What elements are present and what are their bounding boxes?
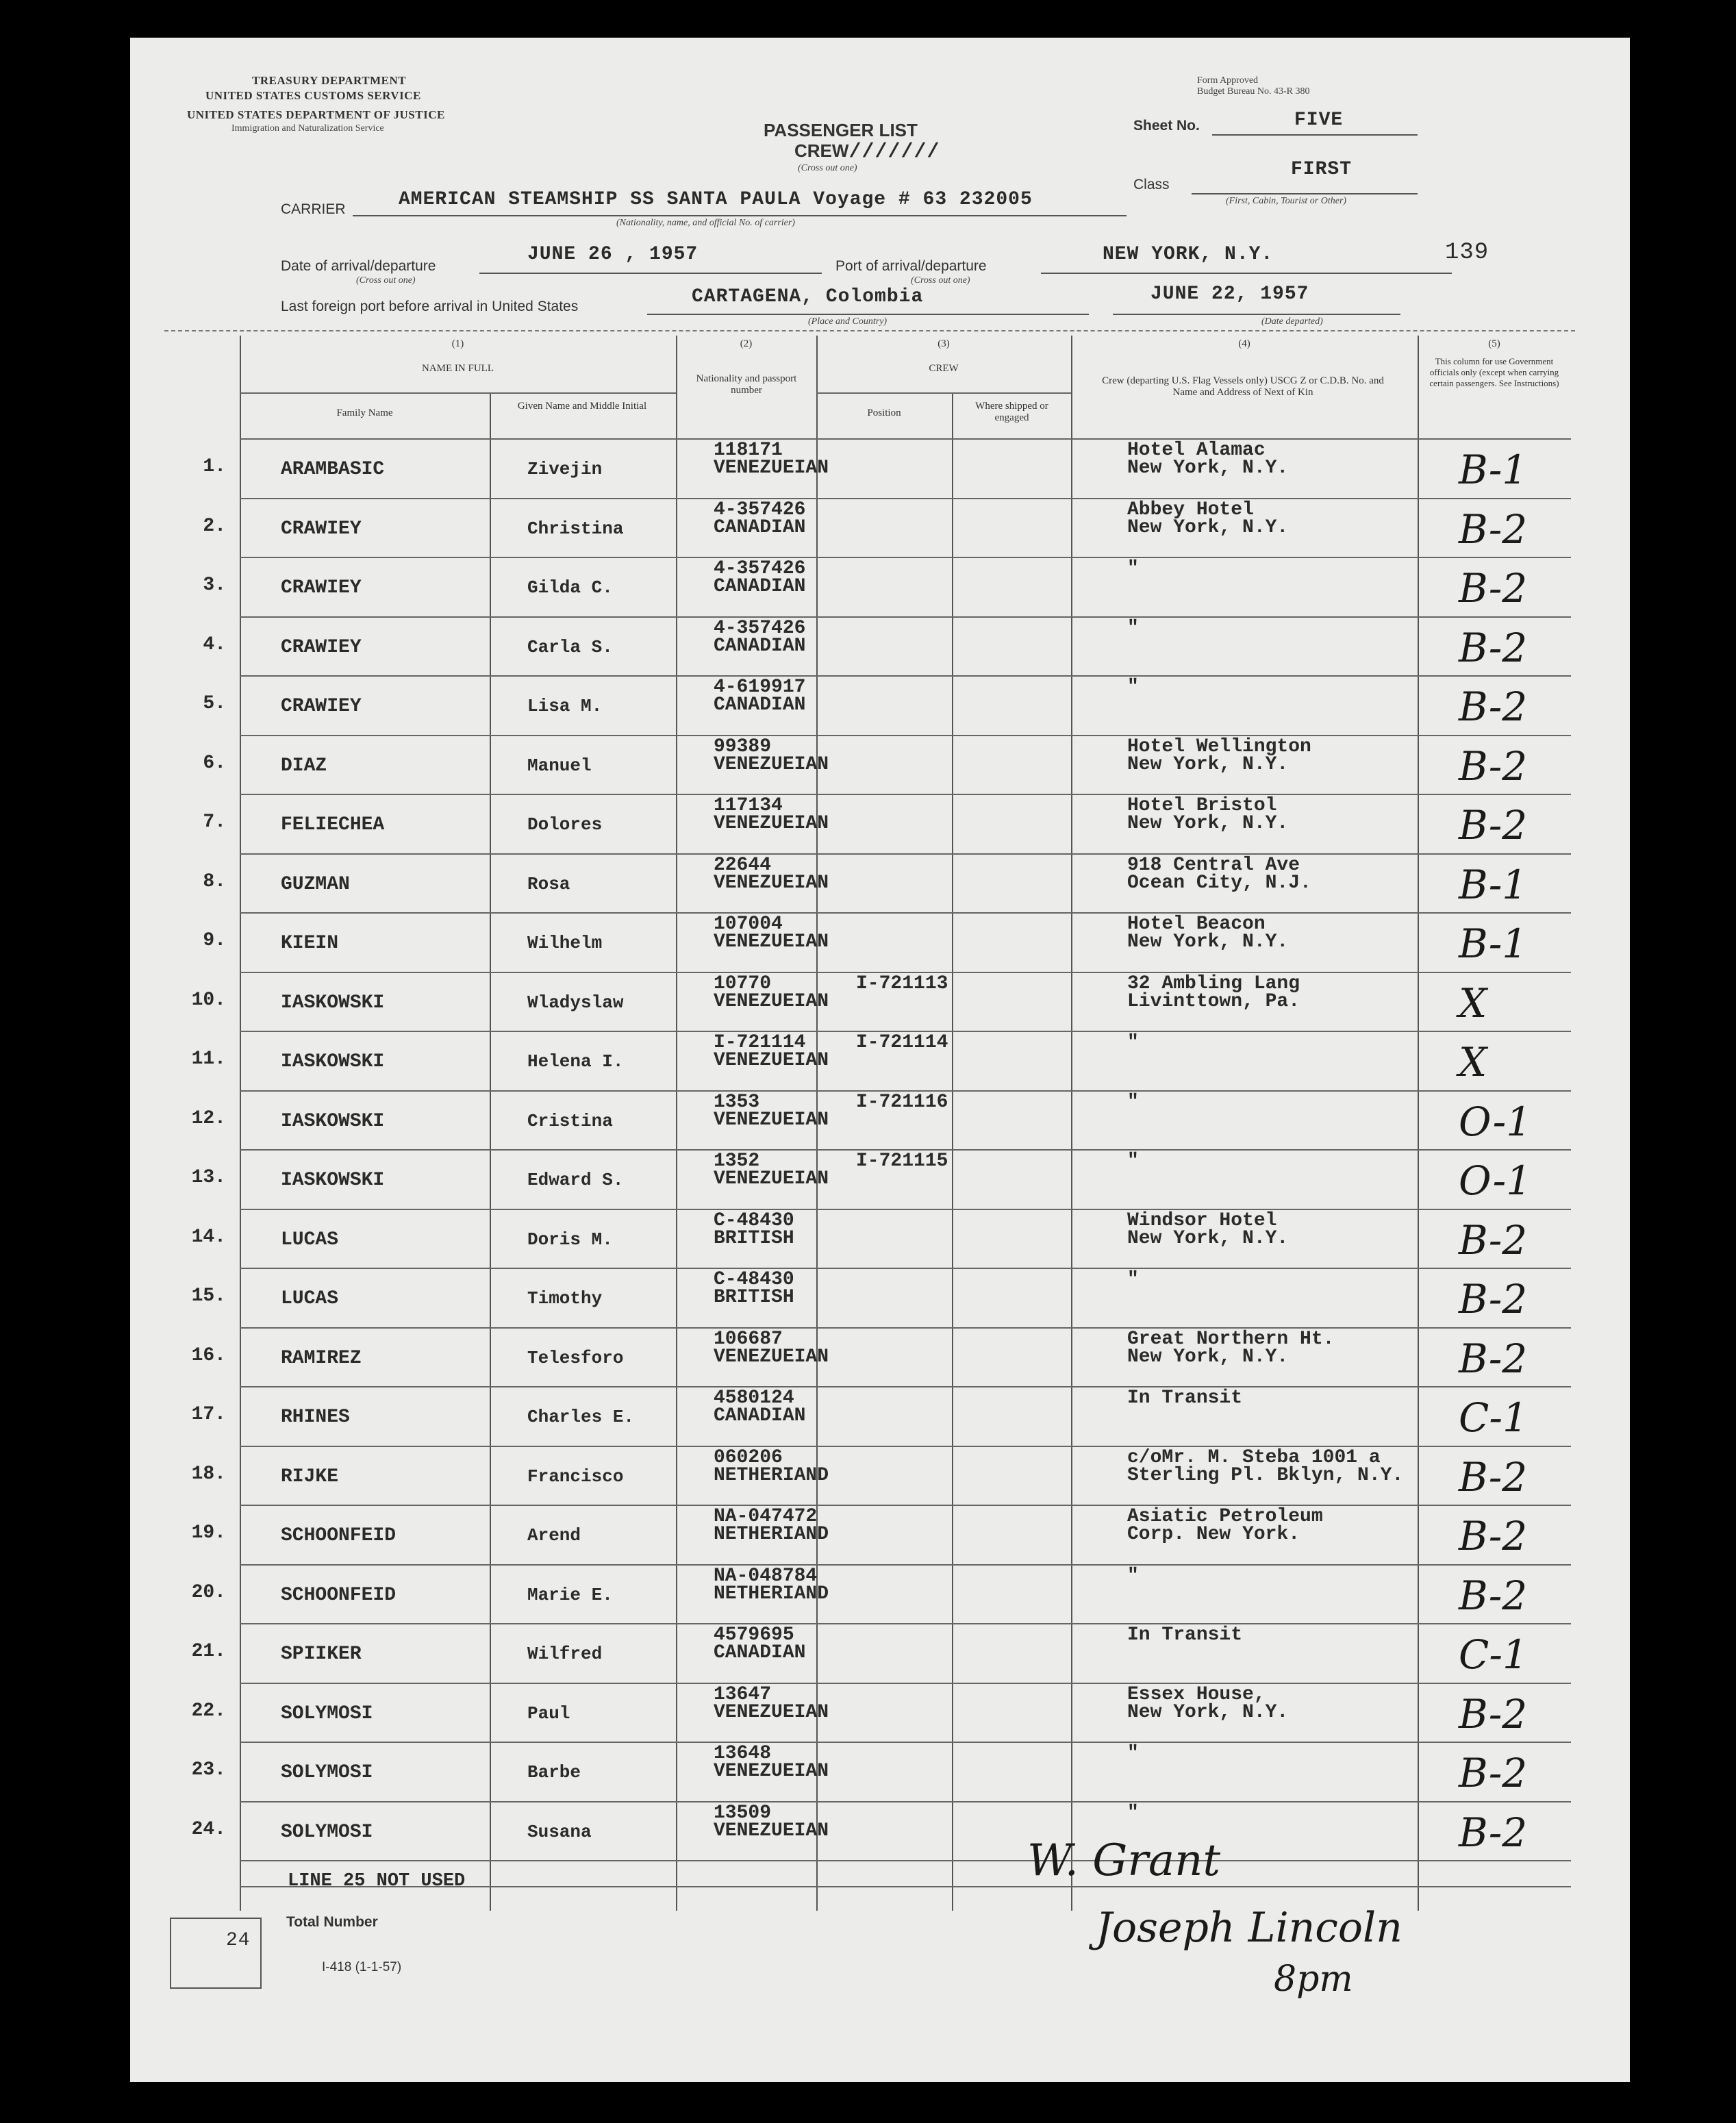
nationality: VENEZUEIAN	[714, 1346, 829, 1368]
total-value: 24	[226, 1930, 251, 1951]
row-number: 2.	[203, 515, 226, 537]
sheet-value: FIVE	[1294, 110, 1344, 131]
nationality: BRITISH	[714, 1227, 794, 1249]
passport-number: 4-357426	[714, 617, 806, 639]
table-left-border	[240, 336, 241, 1911]
row-divider	[240, 675, 1571, 677]
address-line-1: "	[1127, 1151, 1139, 1172]
address-line-1: "	[1127, 1269, 1139, 1290]
col-divider-name-nationality	[676, 336, 677, 1911]
address-line-2: New York, N.Y.	[1127, 516, 1289, 538]
official-code: B-1	[1459, 920, 1528, 967]
nationality: CANADIAN	[714, 635, 806, 657]
arrival-value: JUNE 26 , 1957	[527, 244, 699, 265]
official-code: B-2	[1459, 1750, 1528, 1796]
class-note: (First, Cabin, Tourist or Other)	[1226, 196, 1347, 206]
nationality: VENEZUEIAN	[714, 1168, 829, 1190]
given-name: Wladyslaw	[527, 992, 624, 1013]
given-name: Timothy	[527, 1288, 603, 1309]
header-rule	[164, 330, 1575, 331]
given-name: Telesforo	[527, 1347, 624, 1368]
given-name: Rosa	[527, 873, 570, 894]
row-divider	[240, 1742, 1571, 1743]
nationality: CANADIAN	[714, 694, 806, 716]
official-code: B-2	[1459, 565, 1528, 612]
address-line-1: c/oMr. M. Steba 1001 a	[1127, 1446, 1381, 1468]
address-line-2: New York, N.Y.	[1127, 1701, 1289, 1723]
row-number: 12.	[191, 1107, 226, 1129]
passport-number: 4-619917	[714, 677, 806, 698]
address-line-1: "	[1127, 558, 1139, 579]
sheet-label: Sheet No.	[1133, 118, 1200, 134]
official-code: B-2	[1459, 802, 1528, 849]
address-line-2: New York, N.Y.	[1127, 1227, 1289, 1249]
nationality: VENEZUEIAN	[714, 872, 829, 894]
official-code: B-2	[1459, 1335, 1528, 1382]
arrival-cross-note: (Cross out one)	[356, 275, 416, 286]
given-name: Wilfred	[527, 1644, 603, 1664]
official-use-header: This column for use Government officials only (except when carrying certain passengers. See Instructions)	[1429, 356, 1559, 388]
row-number: 5.	[203, 693, 226, 714]
family-name: SPIIKER	[281, 1644, 362, 1665]
col3-number: (3)	[938, 338, 950, 349]
crew-line: CREW///////	[794, 140, 940, 164]
row-number: 13.	[191, 1167, 226, 1188]
row-divider	[240, 794, 1571, 795]
family-name: RAMIREZ	[281, 1347, 362, 1369]
family-name: KIEIN	[281, 933, 339, 954]
port-underline	[1041, 273, 1452, 274]
address-line-2: New York, N.Y.	[1127, 931, 1289, 953]
nationality: VENEZUEIAN	[714, 813, 829, 834]
row-number: 6.	[203, 752, 226, 774]
official-code: B-2	[1459, 505, 1528, 553]
row-number: 23.	[191, 1759, 226, 1781]
row-number: 24.	[191, 1818, 226, 1840]
address-line-2: Livinttown, Pa.	[1127, 990, 1300, 1012]
family-name: IASKOWSKI	[281, 992, 385, 1014]
family-name: DIAZ	[281, 755, 327, 777]
nationality: NETHERIAND	[714, 1583, 829, 1605]
arrival-underline	[479, 273, 822, 274]
family-name: LUCAS	[281, 1229, 339, 1251]
row-number: 8.	[203, 870, 226, 892]
lastport-value: CARTAGENA, Colombia	[692, 286, 924, 307]
official-code: C-1	[1459, 1394, 1528, 1441]
given-name: Cristina	[527, 1110, 613, 1131]
nationality: VENEZUEIAN	[714, 931, 829, 953]
official-code: B-2	[1459, 683, 1528, 730]
row-divider	[240, 1860, 1571, 1861]
row-number: 1.	[203, 456, 226, 477]
position-header: Position	[867, 407, 901, 418]
nationality: VENEZUEIAN	[714, 753, 829, 775]
address-line-2: Sterling Pl. Bklyn, N.Y.	[1127, 1464, 1404, 1486]
row-divider	[240, 1564, 1571, 1566]
passport-number: 13648	[714, 1743, 772, 1764]
customs-heading: UNITED STATES CUSTOMS SERVICE	[205, 89, 421, 102]
row-divider	[240, 1268, 1571, 1269]
row-number: 10.	[191, 989, 226, 1011]
official-code: O-1	[1459, 1157, 1532, 1204]
row-divider	[240, 498, 1571, 499]
col1-title: NAME IN FULL	[422, 363, 494, 374]
given-name-header: Given Name and Middle Initial	[517, 401, 647, 412]
given-name: Arend	[527, 1525, 581, 1546]
given-name: Gilda C.	[527, 577, 613, 598]
col2-number: (2)	[740, 338, 753, 349]
official-code: X	[1459, 979, 1487, 1027]
family-name: CRAWIEY	[281, 696, 362, 717]
nationality: BRITISH	[714, 1287, 794, 1308]
row-number: 11.	[191, 1048, 226, 1070]
passport-number: NA-047472	[714, 1506, 818, 1527]
official-code: B-2	[1459, 1690, 1528, 1737]
crew-position: I-721115	[856, 1151, 948, 1172]
port-value: NEW YORK, N.Y.	[1103, 244, 1274, 265]
family-name: IASKOWSKI	[281, 1110, 385, 1132]
class-value: FIRST	[1291, 159, 1353, 180]
row-number: 21.	[191, 1641, 226, 1662]
address-line-1: "	[1127, 1802, 1139, 1824]
address-line-1: Essex House,	[1127, 1683, 1266, 1705]
row-number: 4.	[203, 633, 226, 655]
signature-3: 8pm	[1274, 1959, 1353, 2000]
row-divider	[240, 1209, 1571, 1210]
shipped-header: Where shipped or engaged	[975, 401, 1048, 423]
address-line-2: New York, N.Y.	[1127, 813, 1289, 834]
passport-number: 22644	[714, 854, 772, 876]
row-number: 22.	[191, 1700, 226, 1722]
given-name: Wilhelm	[527, 933, 603, 953]
passport-number: 1353	[714, 1091, 760, 1113]
given-name: Charles E.	[527, 1407, 635, 1427]
passport-number: C-48430	[714, 1269, 794, 1290]
nationality: VENEZUEIAN	[714, 1109, 829, 1131]
family-name: SOLYMOSI	[281, 1821, 373, 1843]
address-line-2: New York, N.Y.	[1127, 753, 1289, 775]
row-divider	[240, 1327, 1571, 1329]
address-line-1: Great Northern Ht.	[1127, 1328, 1335, 1350]
official-code: B-1	[1459, 861, 1528, 908]
class-label: Class	[1133, 177, 1170, 192]
nationality: VENEZUEIAN	[714, 1761, 829, 1782]
passport-number: 4580124	[714, 1387, 794, 1409]
nationality: NETHERIAND	[714, 1464, 829, 1486]
passport-number: NA-048784	[714, 1565, 818, 1587]
given-name: Lisa M.	[527, 696, 603, 716]
family-name: RHINES	[281, 1407, 350, 1428]
nationality: VENEZUEIAN	[714, 1050, 829, 1071]
given-name: Paul	[527, 1703, 570, 1724]
given-name: Manuel	[527, 755, 592, 776]
nationality-header: Nationality and passport number	[696, 373, 797, 396]
passenger-table	[191, 336, 1571, 1911]
passport-number: 13509	[714, 1802, 772, 1824]
passport-number: I-721114	[714, 1032, 806, 1053]
row-divider	[240, 1386, 1571, 1387]
given-name: Francisco	[527, 1466, 624, 1487]
given-name: Christina	[527, 518, 624, 539]
official-code: B-1	[1459, 447, 1528, 493]
row-divider	[240, 1683, 1571, 1684]
departed-underline	[1113, 314, 1400, 315]
family-name: SOLYMOSI	[281, 1762, 373, 1783]
address-line-1: Asiatic Petroleum	[1127, 1506, 1323, 1527]
row-number: 16.	[191, 1344, 226, 1366]
family-name: FELIECHEA	[281, 814, 385, 836]
given-name: Barbe	[527, 1762, 581, 1783]
name-subheader-rule	[240, 392, 676, 394]
nationality: CANADIAN	[714, 1642, 806, 1663]
given-name: Susana	[527, 1821, 592, 1842]
passport-number: 106687	[714, 1328, 783, 1350]
row-number: 9.	[203, 930, 226, 951]
address-line-1: Hotel Alamac	[1127, 440, 1266, 461]
family-name: GUZMAN	[281, 873, 350, 895]
port-label: Port of arrival/departure	[835, 258, 987, 274]
crew-position: I-721114	[856, 1032, 948, 1053]
address-line-1: In Transit	[1127, 1387, 1243, 1409]
official-code: B-2	[1459, 1809, 1528, 1856]
passport-number: 99389	[714, 736, 772, 757]
address-line-1: Hotel Beacon	[1127, 914, 1266, 935]
signature-2: Joseph Lincoln	[1096, 1904, 1402, 1952]
arrival-label: Date of arrival/departure	[281, 258, 436, 274]
nationality: CANADIAN	[714, 1405, 806, 1427]
official-code: B-2	[1459, 1276, 1528, 1322]
family-name: IASKOWSKI	[281, 1051, 385, 1072]
crew-position: I-721116	[856, 1091, 948, 1113]
address-line-1: In Transit	[1127, 1624, 1243, 1646]
total-label: Total Number	[286, 1914, 378, 1930]
row-divider	[240, 912, 1571, 914]
given-name: Edward S.	[527, 1170, 624, 1190]
sheet-underline	[1212, 134, 1418, 136]
departed-note: (Date departed)	[1261, 316, 1323, 327]
family-name: RIJKE	[281, 1466, 339, 1487]
justice-heading: UNITED STATES DEPARTMENT OF JUSTICE	[187, 108, 445, 121]
family-name: SOLYMOSI	[281, 1703, 373, 1724]
family-name: CRAWIEY	[281, 636, 362, 658]
address-line-2: Corp. New York.	[1127, 1524, 1300, 1545]
nationality: VENEZUEIAN	[714, 1820, 829, 1842]
family-name: LUCAS	[281, 1288, 339, 1309]
lastport-underline	[647, 314, 1089, 315]
address-line-1: "	[1127, 1091, 1139, 1113]
row-divider	[240, 557, 1571, 558]
passport-number: 1352	[714, 1151, 760, 1172]
passport-number: 13647	[714, 1683, 772, 1705]
address-line-2: Ocean City, N.J.	[1127, 872, 1311, 894]
carrier-label: CARRIER	[281, 201, 346, 217]
family-name: SCHOONFEID	[281, 1584, 397, 1606]
carrier-underline	[353, 215, 1127, 216]
passport-number: 107004	[714, 914, 783, 935]
family-name: ARAMBASIC	[281, 459, 385, 480]
given-name: Zivejin	[527, 459, 603, 479]
signature-1: W. Grant	[1027, 1835, 1221, 1886]
port-cross-note: (Cross out one)	[911, 275, 970, 286]
form-number: I-418 (1-1-57)	[322, 1960, 402, 1974]
header-bottom-rule	[240, 438, 1571, 440]
given-name: Helena I.	[527, 1051, 624, 1072]
form-approved: Form Approved	[1197, 75, 1259, 86]
row-number: 7.	[203, 812, 226, 833]
address-line-1: "	[1127, 677, 1139, 698]
address-line-1: Hotel Wellington	[1127, 736, 1311, 757]
passport-number: 4-357426	[714, 558, 806, 579]
family-name: IASKOWSKI	[281, 1170, 385, 1191]
class-underline	[1192, 193, 1418, 194]
nationality: NETHERIAND	[714, 1524, 829, 1545]
address-line-1: 918 Central Ave	[1127, 854, 1300, 876]
nationality: VENEZUEIAN	[714, 990, 829, 1012]
cross-note: (Cross out one)	[798, 163, 857, 173]
address-line-1: Abbey Hotel	[1127, 499, 1254, 520]
given-name: Dolores	[527, 814, 603, 835]
row-number: 15.	[191, 1285, 226, 1307]
official-code: B-2	[1459, 1513, 1528, 1559]
row-number: 18.	[191, 1463, 226, 1485]
address-line-1: Hotel Bristol	[1127, 795, 1277, 816]
official-code: B-2	[1459, 624, 1528, 671]
official-code: C-1	[1459, 1631, 1528, 1678]
nationality: CANADIAN	[714, 516, 806, 538]
passport-number: 10770	[714, 972, 772, 994]
row-divider	[240, 853, 1571, 855]
official-code: X	[1459, 1039, 1487, 1085]
address-line-2: New York, N.Y.	[1127, 457, 1289, 479]
address-line-1: "	[1127, 1565, 1139, 1587]
page-number: 139	[1445, 240, 1489, 266]
official-code: O-1	[1459, 1098, 1532, 1145]
address-line-1: "	[1127, 1743, 1139, 1764]
passport-number: 4579695	[714, 1624, 794, 1646]
passport-number: 118171	[714, 440, 783, 461]
col5-number: (5)	[1488, 338, 1500, 349]
col4-number: (4)	[1238, 338, 1250, 349]
row-number: 19.	[191, 1522, 226, 1544]
address-line-2: New York, N.Y.	[1127, 1346, 1289, 1368]
treasury-heading: TREASURY DEPARTMENT	[252, 74, 407, 87]
row-divider	[240, 735, 1571, 736]
row-divider	[240, 1623, 1571, 1624]
passport-number: 117134	[714, 795, 783, 816]
budget-number: Budget Bureau No. 43-R 380	[1197, 86, 1310, 97]
address-line-1: 32 Ambling Lang	[1127, 972, 1300, 994]
row-number: 20.	[191, 1581, 226, 1603]
row-number: 3.	[203, 575, 226, 596]
family-name: CRAWIEY	[281, 518, 362, 540]
address-line-1: "	[1127, 1032, 1139, 1053]
nationality: CANADIAN	[714, 576, 806, 597]
list-title: PASSENGER LIST	[764, 120, 918, 140]
row-number: 14.	[191, 1226, 226, 1248]
crew-position: I-721113	[856, 972, 948, 994]
col-divider-address-official	[1418, 336, 1419, 1911]
row-divider	[240, 616, 1571, 618]
family-name: SCHOONFEID	[281, 1525, 397, 1546]
passport-number: 060206	[714, 1446, 783, 1468]
official-code: B-2	[1459, 1453, 1528, 1500]
col-divider-crew-address	[1071, 336, 1072, 1911]
crew-header: CREW	[929, 363, 959, 374]
address-line-1: Windsor Hotel	[1127, 1209, 1277, 1231]
carrier-value: AMERICAN STEAMSHIP SS SANTA PAULA Voyage # 63 232005	[399, 189, 1033, 210]
ins-heading: Immigration and Naturalization Service	[231, 123, 384, 134]
nationality: VENEZUEIAN	[714, 457, 829, 479]
lastport-note: (Place and Country)	[808, 316, 888, 327]
nationality: VENEZUEIAN	[714, 1701, 829, 1723]
official-code: B-2	[1459, 742, 1528, 790]
row-divider	[240, 1505, 1571, 1506]
passport-number: 4-357426	[714, 499, 806, 520]
official-code: B-2	[1459, 1572, 1528, 1619]
departed-value: JUNE 22, 1957	[1150, 284, 1309, 305]
crew-subheader-rule	[816, 392, 1071, 394]
col1-number: (1)	[451, 338, 464, 349]
given-name: Doris M.	[527, 1229, 613, 1250]
lastport-label: Last foreign port before arrival in United States	[281, 299, 579, 314]
carrier-note: (Nationality, name, and official No. of carrier)	[616, 218, 795, 228]
family-name: CRAWIEY	[281, 577, 362, 599]
passport-number: C-48430	[714, 1209, 794, 1231]
address-line-1: "	[1127, 617, 1139, 639]
row-divider	[240, 1801, 1571, 1802]
family-name-header: Family Name	[336, 407, 393, 418]
total-box	[170, 1918, 262, 1989]
given-name: Carla S.	[527, 636, 613, 657]
row-number: 17.	[191, 1404, 226, 1425]
official-code: B-2	[1459, 1216, 1528, 1264]
next-of-kin-header: Crew (departing U.S. Flag Vessels only) USCG Z or C.D.B. No. and Name and Address of Next of Kin	[1102, 375, 1384, 398]
line-25-note: LINE 25 NOT USED	[288, 1871, 466, 1892]
given-name: Marie E.	[527, 1584, 613, 1605]
